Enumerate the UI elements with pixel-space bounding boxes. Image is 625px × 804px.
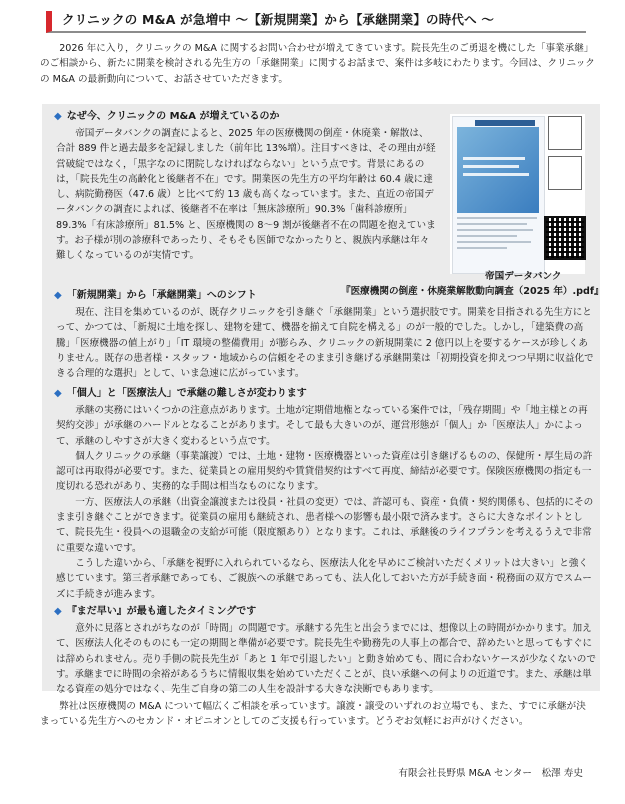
cover-graphic <box>457 127 539 213</box>
diamond-bullet-icon: ◆ <box>54 290 62 301</box>
report-figure <box>450 114 585 274</box>
publisher-logo <box>475 120 535 126</box>
paragraph: 承継の実務にはいくつかの注意点があります。土地が定期借地権となっている案件では，「残存期間」や「地主様との再契約交渉」が承継のハードルとなることがあります。そして最も大きいのが、運営形態が「個人」か「医療法人」かによって、承継のしやすさが大きく変わるという点です。 <box>56 405 588 447</box>
section-heading-shift <box>54 289 257 303</box>
section-heading-why-now <box>54 110 279 124</box>
closing-paragraph <box>40 699 595 730</box>
figure-caption-source: 帝国データバンク <box>485 271 562 282</box>
section-heading-text: 「新規開業」から「承継開業」へのシフト <box>66 290 257 301</box>
paragraph: 意外に見落とされがちなのが「時間」の問題です。承継する先生と出会うまでには、想像以上の時間がかかります。加えて、医療法人化そのものにも一定の期間と準備が必要です。院長先生や勤務先の人事上の都合で、辞めたいと思ってもすぐには辞められません。売り手側の院長先生が「あと 1 年で引退したい」と動き始めても、間に合わないケースが少なくないのです。承継までに時間の余裕があるうちに情報収集を始めていただくことが、良い承継への何よりの近道です。また、承継は単なる資産の処分ではなく、先生ご自身の第二の人生を設計する大きな決断でもあります。 <box>56 623 596 696</box>
paragraph: こうした違いから、「承継を視野に入れられているなら、医療法人化を早めにご検討いただくメリットは大きい」と強く感じています。第三者承継であっても、ご親族への承継であっても、法人化しておいた方が手続き面・税務面の双方でスムーズに手続きが進みます。 <box>56 557 592 600</box>
diamond-bullet-icon: ◆ <box>54 111 62 122</box>
section-body-individual-vs-corporation <box>56 403 596 602</box>
badge-icon <box>548 116 582 150</box>
report-cover-image <box>452 116 545 274</box>
qr-area <box>548 116 582 272</box>
paragraph: 帝国データバンクの調査によると、2025 年の医療機関の倒産・休廃業・解散は、合計 889 件と過去最多を記録しました（前年比 13%増）。注目すべきは、その理由が経営破綻ではなく，「黒字なのに閉院しなければならない」という点です。背景にあるのは，「院長先生の高齢化と後継者不在」です。開業医の先生方の平均年齢は 60.4 歳に達し、病院勤務医（47.6 歳）と比べて約 13 歳も高くなっています。また、直近の帝国データバンクの調査によれば、後継者不在率は「無床診療所」90.3%「歯科診療所」89.3%「有床診療所」81.5% と、医療機関の 8〜9 割が後継者不在の問題を抱えています。お子様が別の診療科であったり、そもそも医師でなかったりと、親族内承継は年々難しくなっているのが実情です。 <box>56 128 436 262</box>
section-heading-text: なぜ今、クリニックの M&A が増えているのか <box>66 111 280 122</box>
section-heading-text: 『まだ早い』が最も適したタイミングです <box>66 606 257 617</box>
section-body-shift <box>56 305 596 381</box>
intro-paragraph: 2026 年に入り，クリニックの M&A に関するお問い合わせが増えてきています。院長先生のご勇退を機にした「事業承継」のご相談から、新たに開業を検討される先生方の「承継開業」に関するお話まで、案件は多岐にわたります。今回は、クリニックの M&A の最新動向について、お話させていただきます。 <box>40 43 595 85</box>
author-signature: 有限会社長野県 M&A センター 松澤 寿史 <box>398 768 583 779</box>
section-heading-text: 「個人」と「医療法人」で承継の難しさが変わります <box>66 388 307 399</box>
section-body-why-now <box>56 126 438 264</box>
badge-icon <box>548 156 582 190</box>
title-bar <box>46 11 586 33</box>
figure-caption-title: 『医療機関の倒産・休廃業解散動向調査（2025 年）.pdf』 <box>341 286 604 297</box>
section-body-timing <box>56 621 596 697</box>
paragraph: 個人クリニックの承継（事業譲渡）では、土地・建物・医療機器といった資産は引き継げるものの、保健所・厚生局の許認可は再取得が必要です。また、従業員との雇用契約や賃貸借契約はすべて再度、締結が必要です。保険医療機関の指定も一度切れる恐れがあり、実務的な手間は相当なものになります。 <box>56 450 593 493</box>
section-heading-timing <box>54 605 256 619</box>
paragraph: 現在、注目を集めているのが、既存クリニックを引き継ぐ「承継開業」という選択肢です。開業を目指される先生方にとって、かつては、「新規に土地を探し、建物を建て、機器を揃えて自院を構える」のが一般的でした。しかし，「建築費の高騰」「医療機器の値上がり」「IT 環境の整備費用」が膨らみ、クリニックの新規開業に 2 億円以上を要するケースが珍しくありません。既存の患者様・スタッフ・地域からの信頼をそのまま引き継げる承継開業は「初期投資を抑えつつ早期に収益化できる合理的な選択」として、いま急速に広がっています。 <box>56 307 594 380</box>
diamond-bullet-icon: ◆ <box>54 606 62 617</box>
diamond-bullet-icon: ◆ <box>54 388 62 399</box>
paragraph: 弊社は医療機関の M&A について幅広くご相談を承っています。譲渡・譲受のいずれのお立場でも、また、すでに承継が決まっている先生方へのセカンド・オピニオンとしてのご支援も行っています。どうぞお気軽にお声がけください。 <box>40 701 586 728</box>
section-heading-individual-vs-corporation <box>54 387 307 401</box>
page-title: クリニックの M&A が急増中 〜【新規開業】から【承継開業】の時代へ 〜 <box>62 12 495 27</box>
paragraph: 一方、医療法人の承継（出資金譲渡または役員・社員の変更）では、許認可も、資産・負債・契約関係も、包括的にそのまま引き継ぐことができます。従業員の雇用も継続され、患者様への影響も最小限で済みます。さらに大きなポイントとして、院長先生・役員への退職金の支給が可能（限度額あり）となります。これは、承継後のライフプランを考えるうえで非常に重要な違いです。 <box>56 496 594 554</box>
cover-text-block <box>457 217 539 271</box>
qr-code-icon <box>544 216 586 260</box>
